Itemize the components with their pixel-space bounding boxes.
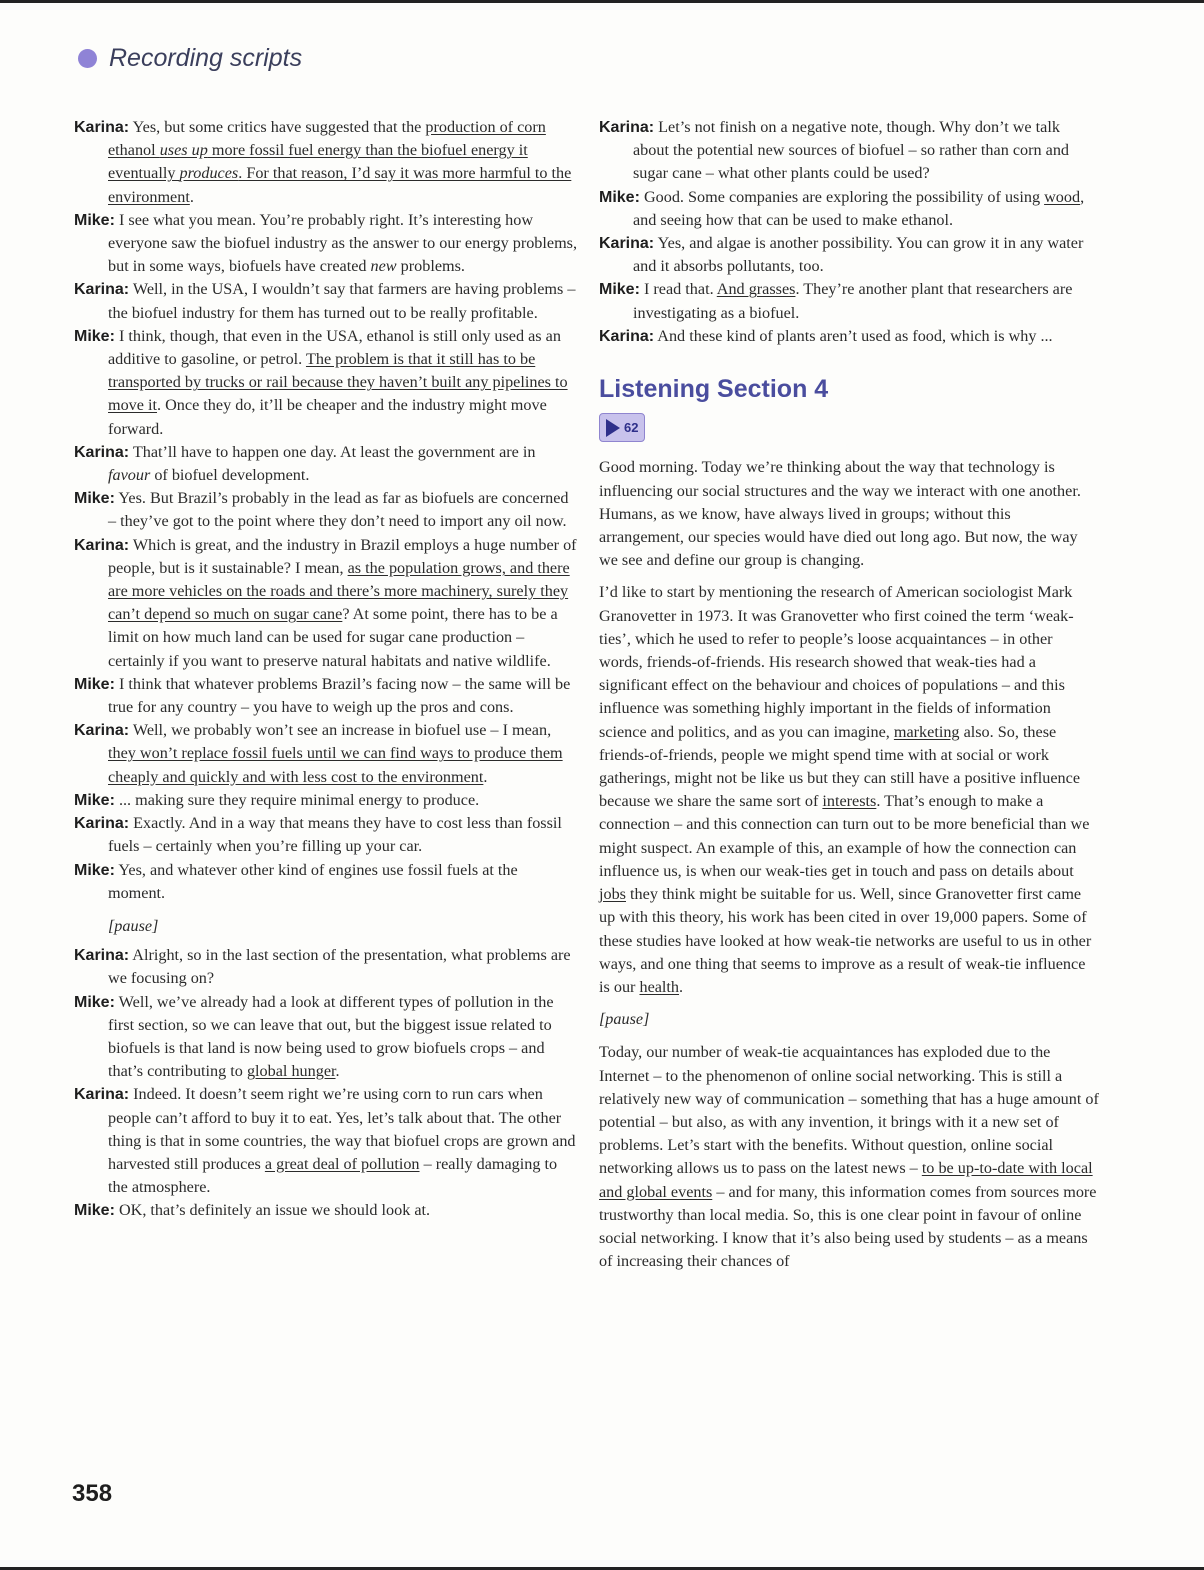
page-header bbox=[78, 44, 302, 73]
left-column bbox=[74, 116, 578, 1223]
paragraph-final: Today, our number of weak-tie acquaintances has exploded due to the Internet – to the phenomenon of online social networking. This is still a relatively new way of communication – something that has a huge amount of potential – but also, as with any invention, it brings with it a new set of problems. Let’s start with the benefits. Without question, online social networking allows us to pass on the latest news – to be up-to-date with local and global events – and for many, this information comes from sources more trustworthy than local media. So, this is one clear point in favour of online social networking. I know that it’s also being used by students – as a means of increasing their chances of bbox=[599, 1043, 1099, 1271]
turn-text: I read that. And grasses. They’re another plant that researchers are investigating as a biofuel. bbox=[633, 280, 1073, 322]
paragraph: I’d like to start by mentioning the research of American sociologist Mark Granovetter in 1973. It was Granovetter who first coined the term ‘weak-ties’, which he used to refer to people’s loose acquaintances – in other words, friends-of-friends. His research showed that weak-ties had a significant effect on the behaviour and choices of populations – and this influence was something highly important in the fields of information science and politics, and as you can imagine, marketing also. So, these friends-of-friends, people we might spend time with at social or work gatherings, might not be like us but they can still have a positive influence because we share the same sort of interests. That’s enough to make a connection – and this connection can turn out to be more beneficial than we might suspect. An example of this, an example of how the connection can influence us, is when our weak-ties get in touch and pass on details about jobs they think might be suitable for us. Well, since Granovetter first came up with this theory, his work has been cited in over 19,000 papers. Some of these studies have looked at how weak-tie networks are useful to us in other ways, and one thing that seems to improve as a result of weak-tie influence is our health. bbox=[599, 583, 1092, 996]
right-column bbox=[599, 116, 1099, 1282]
dialogue-turn bbox=[599, 232, 1099, 278]
paragraph: Good morning. Today we’re thinking about the way that technology is influencing our social structures and the way we interact with one another. Humans, as we know, have always lived in groups; without this arrangement, our species would have died out long ago. But now, the way we see and define our group is changing. bbox=[599, 458, 1081, 570]
turn-text: And these kind of plants aren’t used as food, which is why ... bbox=[654, 326, 1053, 345]
turn-text: Yes. But Brazil’s probably in the lead as far as biofuels are concerned – they’ve got to the point where they don’t need to import any oil now. bbox=[108, 489, 569, 531]
speaker-name: Mike: bbox=[74, 861, 115, 879]
speaker-name: Karina: bbox=[74, 815, 130, 833]
play-icon bbox=[606, 419, 620, 437]
dialogue-turn bbox=[74, 209, 578, 279]
audio-track-badge[interactable] bbox=[599, 413, 645, 442]
dialogue-turn bbox=[74, 1199, 578, 1222]
turn-text: ... making sure they require minimal energy to produce. bbox=[114, 790, 480, 809]
page-number: 358 bbox=[72, 1480, 113, 1507]
turn-text: Which is great, and the industry in Brazil employs a huge number of people, but is it sustainable? I mean, as the population grows, and there are more vehicles on the roads and there’s more machinery, surely they can’t depend so much on sugar cane? At some point, there has to be a limit on how much land can be used for sugar cane production – certainly if you want to preserve natural habitats and native wildlife. bbox=[108, 535, 577, 670]
dialogue-list bbox=[74, 116, 578, 905]
dialogue-turn bbox=[599, 186, 1099, 232]
speaker-name: Mike: bbox=[74, 1202, 115, 1220]
speaker-name: Karina: bbox=[74, 281, 130, 299]
speaker-name: Karina: bbox=[74, 1086, 130, 1104]
turn-text: Good. Some companies are exploring the possibility of using wood, and seeing how that can be used to make ethanol. bbox=[633, 187, 1085, 229]
bullet-dot-icon bbox=[78, 49, 97, 68]
turn-text: I see what you mean. You’re probably right. It’s interesting how everyone saw the biofuel industry as the answer to our energy problems, but in some ways, biofuels have created new problems. bbox=[108, 210, 578, 276]
dialogue-turn bbox=[74, 944, 578, 990]
dialogue-turn bbox=[74, 487, 578, 533]
dialogue-turn bbox=[74, 789, 578, 812]
dialogue-turn bbox=[74, 719, 578, 789]
dialogue-list-2 bbox=[74, 944, 578, 1222]
top-rule bbox=[0, 0, 1204, 3]
dialogue-turn bbox=[74, 325, 578, 441]
turn-text: Yes, and algae is another possibility. You can grow it in any water and it absorbs pollutants, too. bbox=[633, 234, 1084, 276]
speaker-name: Mike: bbox=[74, 791, 115, 809]
turn-text: Well, we probably won’t see an increase in biofuel use – I mean, they won’t replace fossil fuels until we can find ways to produce them cheaply and quickly and with less cost to the environment. bbox=[108, 721, 563, 786]
turn-text: I think, though, that even in the USA, ethanol is still only used as an additive to gasoline, or petrol. The problem is that it still has to be transported by trucks or rail because they haven’t built any pipelines to move it. Once they do, it’ll be cheaper and the industry might move forward. bbox=[108, 326, 568, 438]
speaker-name: Mike: bbox=[599, 188, 640, 206]
speaker-name: Mike: bbox=[74, 327, 115, 345]
dialogue-list-right bbox=[599, 116, 1099, 348]
track-number: 62 bbox=[624, 420, 639, 436]
turn-text: Well, we’ve already had a look at different types of pollution in the first section, so we can leave that out, but the biggest issue related to biofuels is that land is now being used to grow biofuels crops – and that’s contributing to global hunger. bbox=[108, 992, 554, 1081]
dialogue-turn bbox=[74, 534, 578, 673]
turn-text: I think that whatever problems Brazil’s facing now – the same will be true for any country – you have to weigh up the pros and cons. bbox=[108, 674, 571, 717]
dialogue-turn bbox=[74, 116, 578, 209]
speaker-name: Karina: bbox=[74, 119, 130, 136]
speaker-name: Karina: bbox=[599, 327, 655, 345]
dialogue-turn bbox=[599, 325, 1099, 348]
dialogue-turn bbox=[74, 441, 578, 487]
speaker-name: Karina: bbox=[74, 536, 130, 554]
speaker-name: Karina: bbox=[599, 119, 655, 136]
turn-text: Yes, and whatever other kind of engines use fossil fuels at the moment. bbox=[108, 860, 518, 902]
turn-text: Indeed. It doesn’t seem right we’re using corn to run cars when people can’t afford to buy it to eat. Yes, let’s talk about that. The other thing is that in some countries, the way that biofuel crops are grown and harvested still produces a great deal of pollution – really damaging to the atmosphere. bbox=[108, 1085, 576, 1197]
header-title: Recording scripts bbox=[109, 44, 303, 72]
turn-text: Alright, so in the last section of the presentation, what problems are we focusing on? bbox=[108, 946, 571, 988]
turn-text: Let’s not finish on a negative note, though. Why don’t we talk about the potential new sources of biofuel – so rather than corn and sugar cane – what other plants could be used? bbox=[633, 118, 1070, 183]
turn-text: Exactly. And in a way that means they have to cost less than fossil fuels – certainly when you’re filling up your car. bbox=[108, 814, 562, 856]
dialogue-turn bbox=[74, 859, 578, 905]
dialogue-turn bbox=[74, 673, 578, 719]
dialogue-turn bbox=[599, 116, 1099, 186]
speaker-name: Mike: bbox=[74, 675, 115, 693]
speaker-name: Karina: bbox=[74, 722, 130, 740]
turn-text: Yes, but some critics have suggested that the production of corn ethanol uses up more fossil fuel energy than the biofuel energy it eventually produces. For that reason, I’d say it was more harmful to the environment. bbox=[108, 118, 572, 206]
dialogue-turn bbox=[74, 812, 578, 858]
section-title: Listening Section 4 bbox=[599, 375, 829, 404]
speaker-name: Mike: bbox=[74, 490, 115, 508]
turn-text: That’ll have to happen one day. At least the government are in favour of biofuel development. bbox=[108, 442, 536, 485]
turn-text: OK, that’s definitely an issue we should look at. bbox=[114, 1201, 431, 1220]
dialogue-turn bbox=[74, 991, 578, 1084]
speaker-name: Karina: bbox=[74, 947, 130, 965]
speaker-name: Karina: bbox=[74, 443, 130, 461]
speaker-name: Mike: bbox=[74, 993, 115, 1011]
speaker-name: Karina: bbox=[599, 235, 655, 253]
pause-marker: [pause] bbox=[108, 916, 159, 935]
dialogue-turn bbox=[599, 278, 1099, 324]
transcript-paragraphs bbox=[599, 456, 1099, 999]
pause-marker-right: [pause] bbox=[599, 1010, 650, 1029]
turn-text: Well, in the USA, I wouldn’t say that farmers are having problems – the biofuel industry for them has turned out to be really profitable. bbox=[108, 280, 576, 322]
speaker-name: Mike: bbox=[599, 281, 640, 299]
dialogue-turn bbox=[74, 278, 578, 324]
speaker-name: Mike: bbox=[74, 211, 115, 229]
dialogue-turn bbox=[74, 1083, 578, 1199]
